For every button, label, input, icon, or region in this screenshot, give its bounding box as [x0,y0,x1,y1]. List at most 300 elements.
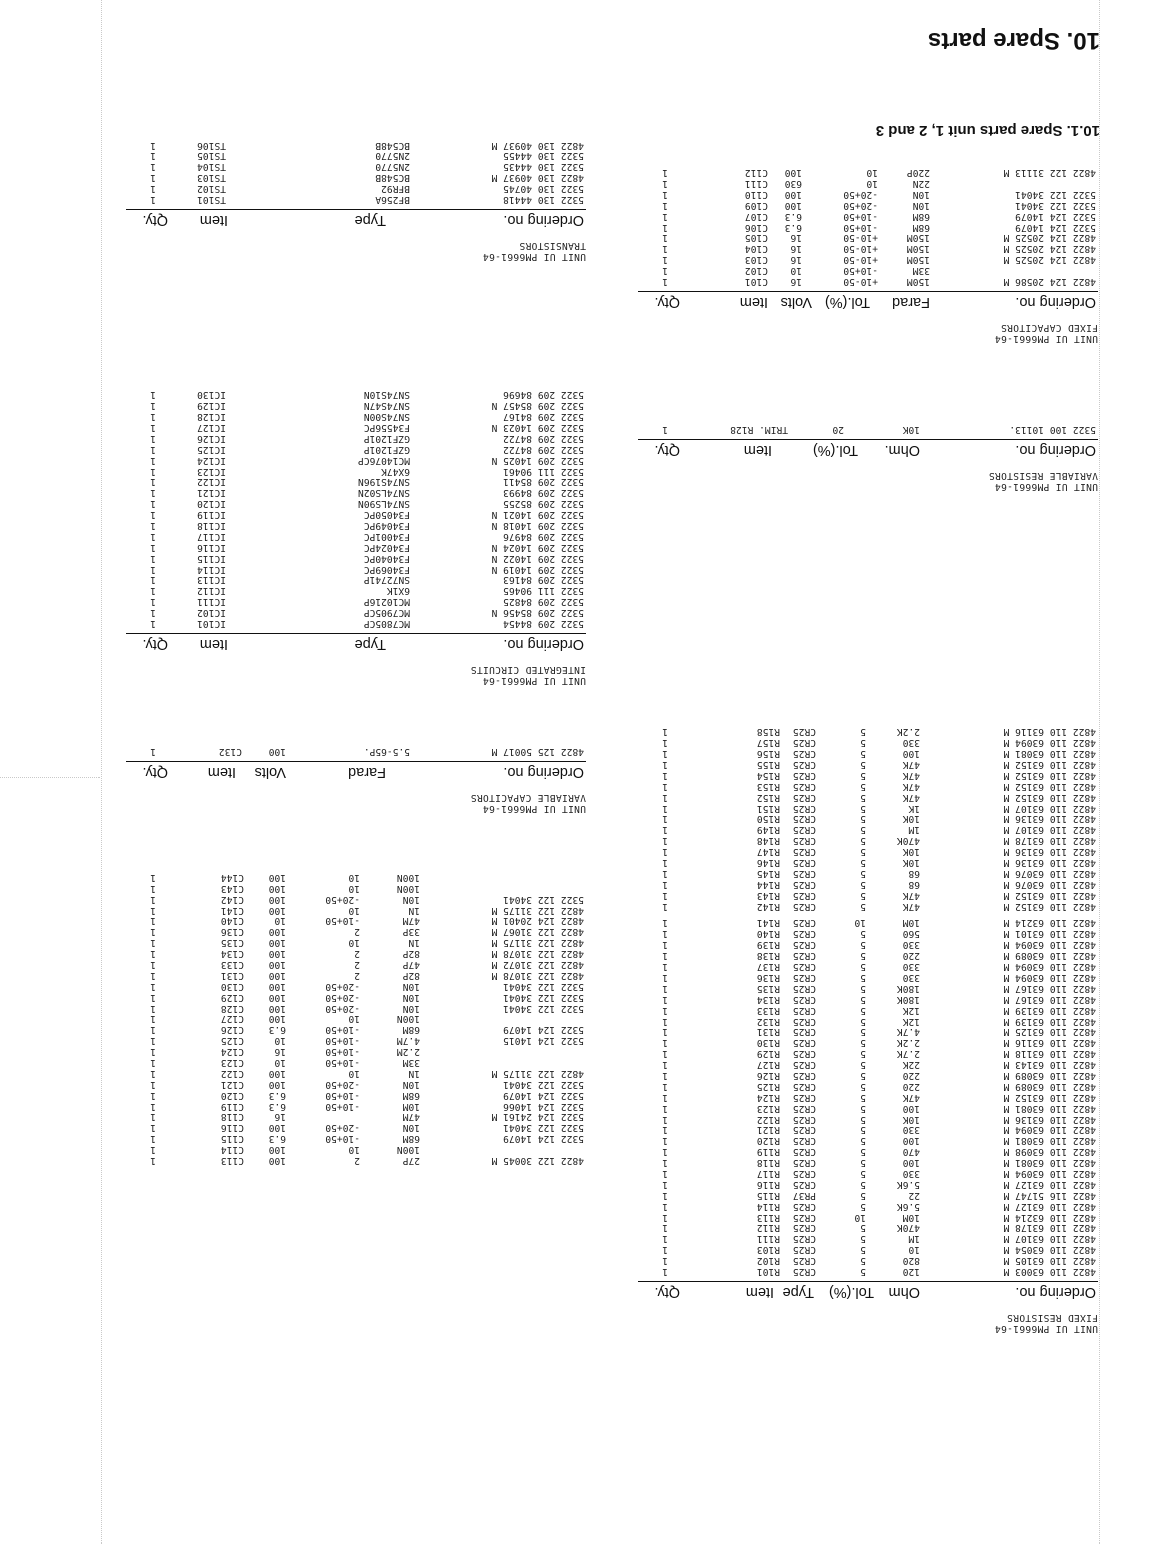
table-cell: C107 [744,210,768,222]
table-cell: 4822 110 63116 M [1003,726,1096,738]
table-cell: 470 [902,1146,920,1158]
table-cell: C141 [220,904,244,916]
table-cell: 1 [662,1200,668,1212]
table-cell: CR25 [792,769,816,781]
table-cell: CR25 [792,780,816,792]
table-cell: 2 [354,1155,360,1166]
table-cell: R131 [756,1026,780,1038]
table-cell: 330 [902,939,920,951]
table-cell: MC7805CP [363,618,410,629]
table-cell: R154 [756,769,780,781]
table-body [126,139,586,204]
table-row [126,958,586,969]
table-cell: +10-50 [843,254,878,266]
table-cell: 10 [908,1244,920,1256]
table-row [126,617,586,628]
table-cell: 1 [150,552,156,564]
table-cell: 10M [902,917,920,929]
table-cell: -10+50 [325,1133,360,1145]
table-caption: UNIT UI PM6661-64 TRANSISTORS [482,240,586,262]
table-row [638,1265,1098,1276]
table-row [126,871,586,882]
table-cell: 47K [902,889,920,901]
table-cell: 1 [662,1266,668,1277]
table-cell: 1 [150,1024,156,1036]
table-cell: 68M [402,1133,420,1145]
table-cell: 5322 209 85411 [503,476,584,488]
table-cell: 5 [860,1026,866,1038]
table-cell: 4822 125 50017 M [491,746,584,757]
table-cell: 5 [860,1200,866,1212]
table-cell: C105 [744,232,768,244]
table-cell: CR25 [792,1167,816,1179]
table-cell: 10 [866,177,878,189]
table-cell: 1 [662,748,668,760]
table-cell: 1 [662,1026,668,1038]
table-cell: R117 [756,1167,780,1179]
table-cell: 5322 111 90465 [503,585,584,597]
table-cell: 6.3 [268,1089,286,1101]
table-cell: 5 [860,846,866,858]
table-cell: 1 [662,889,668,901]
table-cell: 1 [150,498,156,510]
table-cell: 4822 110 63214 M [1003,917,1096,929]
table-cell: 4822 110 63081 M [1003,1102,1096,1114]
table-row [126,947,586,958]
table-cell: 1 [662,221,668,233]
table-cell: C130 [220,980,244,992]
table-cell: 5 [860,769,866,781]
table-cell: 5322 124 24161 M [491,1111,584,1123]
table-cell: 100 [268,1144,286,1156]
table-row [638,1189,1098,1200]
table-cell: CR25 [792,1015,816,1027]
table-cell: 4822 110 63167 M [1003,993,1096,1005]
table-cell: 2N5770 [375,150,410,162]
table-row [638,264,1098,275]
table-cell: 1 [150,882,156,894]
table-cell: CR25 [792,917,816,929]
table-row [638,199,1098,210]
table-cell: 330 [902,737,920,749]
table-cell: C111 [744,177,768,189]
table-cell: 5322 209 84722 [503,432,584,444]
table-cell: 100 [268,948,286,960]
table-cell: CR25 [792,1266,816,1277]
table-cell: R149 [756,824,780,836]
table-cell: 5322 124 14079 [1015,221,1096,233]
table-cell: CR25 [792,791,816,803]
table-cell: 1 [150,1002,156,1014]
table-cell: 100 [268,904,286,916]
table-cell: 1 [150,183,156,195]
table-row [638,823,1098,834]
table-cell: -10+50 [325,1035,360,1047]
table-body [638,725,1098,1276]
table-cell: 5 [860,780,866,792]
table-cell: 10K [902,1113,920,1125]
table-row [638,758,1098,769]
table-row [126,160,586,171]
table-row [126,915,586,926]
table-cell: 5 [860,1004,866,1016]
table-cell: 100 [784,199,802,211]
table-cell: R123 [756,1102,780,1114]
table-cell: CR25 [792,928,816,940]
table-cell: C122 [220,1067,244,1079]
table-cell: 1 [150,487,156,499]
table-cell: CR25 [792,1048,816,1060]
table-cell: 6.3 [268,1133,286,1145]
table-cell: CR25 [792,982,816,994]
table-row [126,410,586,421]
header-qty: Qty. [654,1284,680,1300]
table-row [638,1080,1098,1091]
table-cell: CR25 [792,1255,816,1267]
table-row [126,530,586,541]
table-row [638,802,1098,813]
header-tolerance: Tol.(%) [812,442,858,458]
table-cell: BF256A [375,194,410,205]
table-cell: 20 [832,424,844,435]
table-row [638,878,1098,889]
table-cell: 100 [268,871,286,883]
table-cell: R120 [756,1135,780,1147]
table-row [126,936,586,947]
table-cell: R150 [756,813,780,825]
table-cell: 2 [354,969,360,981]
table-cell: -10+50 [325,1100,360,1112]
table-cell: SN74S00N [363,411,410,423]
table-row [638,210,1098,221]
table-cell: 4822 110 63101 M [1003,928,1096,940]
table-row [638,867,1098,878]
table-row [638,856,1098,867]
table-row [638,1091,1098,1102]
table-cell: 1 [150,389,156,401]
table-cell: F34050PC [363,509,410,521]
table-cell: C143 [220,882,244,894]
table-cell: IC112 [197,585,226,597]
table-cell: 1 [662,961,668,973]
table-cell: 1 [662,791,668,803]
table-cell: 1 [150,937,156,949]
table-row [126,1078,586,1089]
table-cell: 100 [268,1067,286,1079]
table-cell: 68M [402,1089,420,1101]
table-cell: 4822 110 63081 M [1003,1157,1096,1169]
table-cell: 4822 110 63136 M [1003,813,1096,825]
table-cell: 2.2K [896,1037,920,1049]
table-row [638,1026,1098,1037]
table-cell: R144 [756,878,780,890]
table-cell: 100 [902,1102,920,1114]
table-cell: C109 [744,199,768,211]
table-cell: 5322 124 14079 [503,1133,584,1145]
table-cell: 4822 110 63143 M [1003,1059,1096,1071]
table-cell: -20+50 [325,980,360,992]
table-row [638,1232,1098,1243]
table-cell: R153 [756,780,780,792]
table-cell: 5322 122 34041 [503,991,584,1003]
table-cell: 1 [150,421,156,433]
header-item: Item [743,442,772,458]
table-row [126,969,586,980]
table-cell: R114 [756,1200,780,1212]
table-cell: 5322 111 90461 [503,465,584,477]
table-cell: 1 [662,857,668,869]
table-cell: SN74S47N [363,400,410,412]
table-cell: 4822 110 63136 M [1003,857,1096,869]
table-cell: GZF1201P [363,443,410,455]
table-cell: 47K [902,759,920,771]
fixed-capacitors-table [638,166,1098,344]
table-cell: 100 [268,991,286,1003]
table-caption: UNIT UI PM6661-64 FIXED RESISTORS [994,1312,1098,1334]
table-cell: CR25 [792,835,816,847]
table-cell: 4822 110 63081 M [1003,748,1096,760]
table-row [126,991,586,1002]
table-cell: 4822 122 31078 M [491,948,584,960]
table-cell: 1 [150,519,156,531]
table-row [126,519,586,530]
table-cell: IC120 [197,498,226,510]
table-cell: 10 [854,1211,866,1223]
table-row [126,595,586,606]
table-cell: 5 [860,759,866,771]
table-cell: 5 [860,878,866,890]
table-cell: 10 [866,167,878,179]
table-cell: 47K [902,791,920,803]
table-row [638,736,1098,747]
table-row [638,813,1098,824]
table-cell: 5 [860,961,866,973]
table-row [638,993,1098,1004]
table-cell: IC125 [197,443,226,455]
table-cell: 1 [662,276,668,287]
table-cell: 4822 110 63167 M [1003,982,1096,994]
table-cell: 100 [268,882,286,894]
header-ohm: Ohm. [884,442,920,458]
table-cell: 5322 122 34041 [503,1122,584,1134]
table-cell: 1 [150,1056,156,1068]
table-cell: -10+50 [843,265,878,277]
table-cell: 1 [662,769,668,781]
table-cell: R126 [756,1069,780,1081]
table-cell: 10M [402,1100,420,1112]
table-cell: C114 [220,1144,244,1156]
table-cell: -20+50 [325,893,360,905]
table-row [126,399,586,410]
table-body [126,388,586,628]
table-row [126,1023,586,1034]
table-cell: 4822 110 63094 M [1003,737,1096,749]
table-cell: 1 [662,759,668,771]
table-cell: 100 [268,926,286,938]
header-farad: Farad [348,764,386,780]
table-cell: 47K [902,900,920,912]
table-cell: R101 [756,1266,780,1277]
table-cell: 4822 110 63152 M [1003,889,1096,901]
table-cell: 1 [662,243,668,255]
table-cell: 1 [662,878,668,890]
table-cell: 100N [396,882,420,894]
table-cell: 5.5-65P. [363,746,410,757]
table-cell: 2.2K [896,726,920,738]
table-cell: 1 [150,1100,156,1112]
table-row [638,1243,1098,1254]
table-cell: 220 [902,1080,920,1092]
table-cell: R141 [756,917,780,929]
table-cell: 16 [274,1046,286,1058]
table-cell: R155 [756,759,780,771]
table-cell: 4822 116 51747 M [1003,1189,1096,1201]
table-cell: CR25 [792,1211,816,1223]
table-cell: F34069PC [363,563,410,575]
table-cell: CR25 [792,971,816,983]
table-cell: C119 [220,1100,244,1112]
table-cell: 4822 110 63094 M [1003,961,1096,973]
table-cell: 5 [860,1266,866,1277]
table-cell: R124 [756,1091,780,1103]
table-cell: 4822 122 31072 M [491,958,584,970]
header-qty: Qty. [142,212,168,228]
table-row [126,925,586,936]
table-row [638,242,1098,253]
table-cell: 100 [268,937,286,949]
table-row [126,508,586,519]
table-cell: 10N [402,980,420,992]
table-cell: 1 [150,574,156,586]
table-row [126,443,586,454]
table-cell: 1 [150,926,156,938]
table-row [638,1069,1098,1080]
table-cell: 150M [906,254,930,266]
table-cell: 1 [150,161,156,173]
table-cell: -20+50 [325,1002,360,1014]
table-cell: 5 [860,1233,866,1245]
table-cell: 10M [902,1211,920,1223]
table-cell: 5322 130 44455 [503,150,584,162]
table-cell: 10 [348,882,360,894]
table-cell: 100N [396,1013,420,1025]
table-cell: 5 [860,1189,866,1201]
table-row [638,1145,1098,1156]
table-cell: 10 [348,871,360,883]
table-cell: CR25 [792,726,816,738]
table-row [638,423,1098,434]
table-cell: 4822 110 63125 M [1003,1026,1096,1038]
table-cell: 470K [896,1222,920,1234]
table-row [638,780,1098,791]
header-volts: Volts [254,764,286,780]
table-cell: CR25 [792,1244,816,1256]
table-cell: R118 [756,1157,780,1169]
table-cell: CR25 [792,824,816,836]
table-cell: IC127 [197,421,226,433]
table-cell: 180K [896,993,920,1005]
header-ordering-no: Ordering no. [1015,1284,1096,1300]
table-cell: 5 [860,1124,866,1136]
table-cell: 1N [408,1067,420,1079]
table-cell: 4822 110 63076 M [1003,878,1096,890]
scan-edge-line [101,0,102,1544]
table-cell: C128 [220,1002,244,1014]
table-cell: R148 [756,835,780,847]
table-cell: 1 [662,1080,668,1092]
table-cell: 5322 209 14024 N [491,541,584,553]
table-cell: C121 [220,1078,244,1090]
table-cell: CR25 [792,878,816,890]
header-item: Item [745,1284,774,1300]
table-cell: F34049PC [363,519,410,531]
table-row [126,388,586,399]
table-caption: UNIT UI PM6661-64 FIXED CAPACITORS [994,322,1098,344]
table-cell: R111 [756,1233,780,1245]
table-cell: GZF1201P [363,432,410,444]
table-cell: 1 [150,1133,156,1145]
table-cell: -20+50 [325,1078,360,1090]
table-cell: R156 [756,748,780,760]
table-cell: MC14076CP [358,454,410,466]
table-cell: 5 [860,900,866,912]
table-cell: -20+50 [843,188,878,200]
table-cell: 1 [662,265,668,277]
table-cell: 5322 209 84163 [503,574,584,586]
table-cell: 5 [860,1255,866,1267]
table-cell: 5322 122 34041 [503,1078,584,1090]
table-cell: 1 [150,476,156,488]
table-cell: 4822 110 63107 M [1003,802,1096,814]
table-cell: 1 [150,454,156,466]
table-cell: 1 [662,1222,668,1234]
table-cell: 33M [402,1056,420,1068]
table-cell: 82P [402,969,420,981]
table-row [638,928,1098,939]
table-cell: IC123 [197,465,226,477]
table-cell: 4822 110 63081 M [1003,1135,1096,1147]
table-cell: IC102 [197,607,226,619]
table-cell: 10K [902,424,920,435]
table-cell: 1 [662,1015,668,1027]
table-cell: 100N [396,1144,420,1156]
table-row [638,982,1098,993]
table-cell: 68M [402,1024,420,1036]
table-cell: R140 [756,928,780,940]
table-row [126,584,586,595]
table-cell: 4822 124 20525 M [1003,254,1096,266]
header-item: Item [207,764,236,780]
chapter-title: 10. Spare parts [927,27,1100,54]
table-cell: C127 [220,1013,244,1025]
table-cell: 2 [354,948,360,960]
table-cell: 1K [908,802,920,814]
table-cell: R113 [756,1211,780,1223]
header-ordering-no: Ordering no. [503,636,584,652]
table-cell: CR25 [792,939,816,951]
table-cell: 330 [902,1167,920,1179]
table-cell: BC548B [375,172,410,184]
table-cell: 4822 124 20525 M [1003,232,1096,244]
table-cell: C133 [220,958,244,970]
table-cell: 6.3 [784,221,802,233]
table-cell: 1 [662,780,668,792]
table-cell: 1 [662,867,668,879]
table-cell: 150M [906,243,930,255]
table-cell: 1 [662,1244,668,1256]
table-cell: R119 [756,1146,780,1158]
table-row [638,1211,1098,1222]
